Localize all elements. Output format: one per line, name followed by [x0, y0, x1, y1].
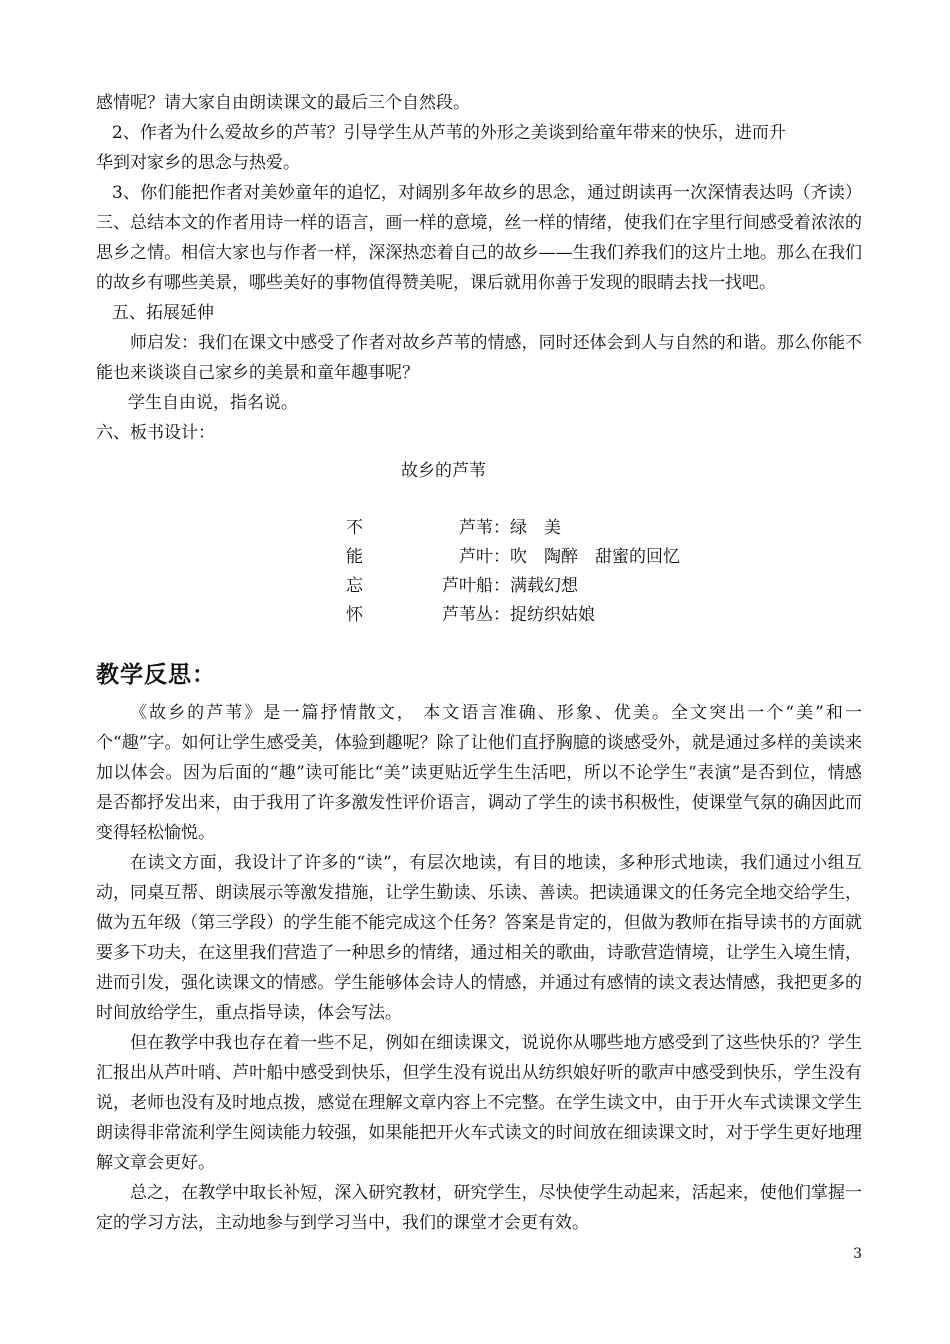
- reflection-paragraph: 总之，在教学中取长补短，深入研究教材，研究学生，尽快使学生动起来，活起来，使他们掌握一定的学习方法，主动地参与到学习当中，我们的课堂才会更有效。: [96, 1183, 862, 1233]
- page-number: 3: [853, 1246, 862, 1262]
- section-5-note: 学生自由说，指名说。: [128, 393, 298, 413]
- board-title: 故乡的芦苇: [401, 461, 486, 481]
- board-row-left: 不: [346, 518, 363, 538]
- board-design: [96, 514, 862, 630]
- reflection-paragraph: 在读文方面，我设计了许多的“读”，有层次地读，有目的地读，多种形式地读，我们通过小组互动，同桌互帮、朗读展示等激发措施，让学生勤读、乐读、善读。把读通课文的任务完全地交给学生，做为五年级（第三学段）的学生能不能完成这个任务？答案是肯定的，但做为教师在指导读书的方面就要多下功夫，在这里我们营造了一种思乡的情绪，通过相关的歌曲，诗歌营造情境，让学生入境生情，进而引发，强化读课文的情感。学生能够体会诗人的情感，并通过有感情的读文表达情感，我把更多的时间放给学生，重点指导读，体会写法。: [96, 853, 862, 1023]
- text-line: 华到对家乡的思念与热爱。: [96, 153, 300, 173]
- board-row: [346, 601, 595, 630]
- reflection-title: 教学反思：: [96, 662, 216, 688]
- board-row-left: 能: [346, 547, 363, 567]
- text-line: 感情呢？请大家自由朗读课文的最后三个自然段。: [96, 93, 470, 113]
- board-row-right: 芦叶：吹 陶醉 甜蜜的回忆: [408, 547, 680, 567]
- reflection-paragraph: 《故乡的芦苇》是一篇抒情散文， 本文语言准确、形象、优美。全文突出一个“美”和一个“趣”字。如何让学生感受美，体验到趣呢？除了让他们直抒胸臆的谈感受外，就是通过多样的美读来加以体会。因为后面的“趣”读可能比“美”读更贴近学生生活吧，所以不论学生“表演”是否到位，情感是否都抒发出来，由于我用了许多激发性评价语言，调动了学生的读书积极性，使课堂气氛的确因此而变得轻松愉悦。: [96, 703, 862, 843]
- board-row-right: 芦苇：绿 美: [408, 518, 561, 538]
- text-line: 2、作者为什么爱故乡的芦苇？引导学生从芦苇的外形之美谈到给童年带来的快乐，进而升: [112, 123, 786, 143]
- section-6-title: 六、板书设计：: [96, 423, 215, 443]
- board-row-right: 芦苇丛：捉纺织姑娘: [408, 605, 595, 625]
- section-5-title: 五、拓展延伸: [112, 303, 214, 323]
- board-row-left: 忘: [346, 576, 363, 596]
- board-row: [346, 572, 578, 601]
- board-row-left: 怀: [346, 605, 363, 625]
- paragraph-3: 3、你们能把作者对美妙童年的追忆，对阔别多年故乡的思念，通过朗读再一次深情表达吗（齐读）三、总结本文的作者用诗一样的语言，画一样的意境，丝一样的情绪，使我们在字里行间感受着浓浓的思乡之情。相信大家也与作者一样，深深热恋着自己的故乡——生我们养我们的这片土地。那么在我们的故乡有哪些美景，哪些美好的事物值得赞美呢，课后就用你善于发现的眼睛去找一找吧。: [96, 183, 862, 293]
- board-row: [346, 543, 680, 572]
- board-row: [346, 514, 561, 543]
- section-5-paragraph: 师启发：我们在课文中感受了作者对故乡芦苇的情感，同时还体会到人与自然的和谐。那么你能不能也来谈谈自己家乡的美景和童年趣事呢？: [96, 333, 862, 383]
- document-page: [96, 88, 862, 1238]
- board-row-right: 芦叶船：满载幻想: [408, 576, 578, 596]
- reflection-paragraph: 但在教学中我也存在着一些不足，例如在细读课文，说说你从哪些地方感受到了这些快乐的？学生汇报出从芦叶哨、芦叶船中感受到快乐，但学生没有说出从纺织娘好听的歌声中感受到快乐，学生没有说，老师也没有及时地点拨，感觉在理解文章内容上不完整。在学生读文中，由于开火车式读课文学生朗读得非常流利学生阅读能力较强，如果能把开火车式读文的时间放在细读课文时，对于学生更好地理解文章会更好。: [96, 1033, 862, 1173]
